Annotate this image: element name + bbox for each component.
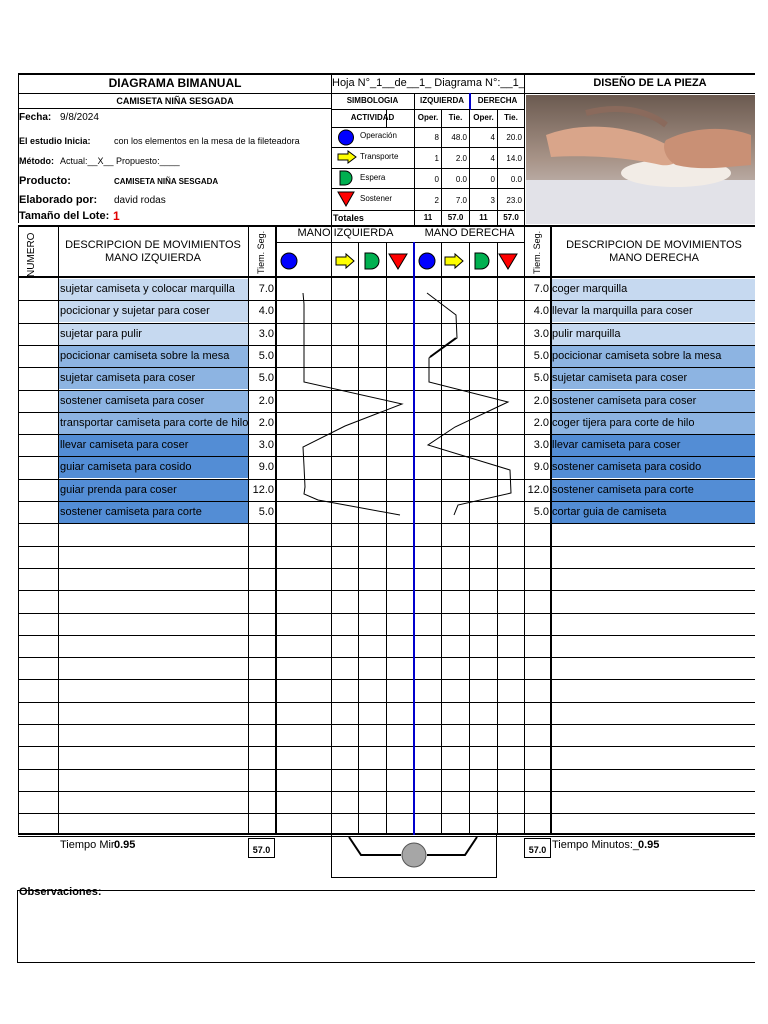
observaciones-label: Observaciones:: [19, 886, 102, 898]
sym-transport-label: Transporte: [360, 152, 399, 161]
lote-value: 1: [113, 209, 120, 223]
right-movement-desc: coger tijera para corte de hilo: [552, 413, 755, 434]
sym-iz-oper-value: 2: [434, 196, 439, 205]
left-movement-desc: sostener camiseta para corte: [59, 502, 248, 523]
elaborado-value: david rodas: [114, 195, 166, 206]
total-iz-tie: 57.0: [447, 213, 464, 222]
left-movement-time: 3.0: [258, 439, 274, 451]
tiem-right-header: Tiem. Seg.: [532, 230, 542, 274]
right-movement-desc: llevar camiseta para coser: [552, 435, 755, 456]
workstation-diagram: [331, 835, 497, 878]
right-movement-time: 5.0: [533, 506, 549, 518]
desc-right-header: DESCRIPCION DE MOVIMIENTOS MANO DERECHA: [566, 239, 742, 264]
left-movement-desc: pocicionar camiseta sobre la mesa: [59, 346, 248, 367]
right-movement-time: 12.0: [527, 484, 549, 496]
total-de-oper: 11: [479, 213, 488, 222]
izquierda-header: IZQUIERDA: [420, 96, 464, 105]
de-tie-header: Tie.: [504, 113, 518, 122]
left-movement-desc: guiar camiseta para cosido: [59, 457, 248, 478]
sym-wait-label: Espera: [360, 173, 386, 182]
sym-iz-tie-value: 0.0: [455, 175, 467, 184]
sym-de-oper-value: 3: [490, 196, 495, 205]
activity-header: ACTIVIDAD: [350, 113, 395, 122]
sheet-info: Hoja N°_1__de__1_ Diagrama N°:__1_: [332, 77, 525, 89]
sym-de-oper-value: 4: [490, 154, 495, 163]
sym-iz-tie-value: 2.0: [455, 154, 467, 163]
lote-label: Tamaño del Lote:: [19, 210, 110, 222]
obs-bottom-line: [18, 962, 755, 963]
footer-right-label: Tiempo Minutos:_: [552, 839, 640, 851]
fecha-value: 9/8/2024: [60, 112, 99, 123]
right-movement-desc: sujetar camiseta para coser: [552, 368, 755, 389]
footer-right-value: 0.95: [638, 839, 660, 851]
right-movement-time: 3.0: [533, 328, 549, 340]
right-movement-desc: pulir marquilla: [552, 324, 755, 345]
right-movement-desc: pocicionar camiseta sobre la mesa: [552, 346, 755, 367]
left-movement-time: 2.0: [258, 417, 274, 429]
metodo-value: Actual:__X__ Propuesto:____: [60, 156, 180, 166]
left-movement-time: 5.0: [258, 350, 274, 362]
total-iz-oper: 11: [423, 213, 433, 222]
right-movement-desc: sostener camiseta para corte: [552, 480, 755, 501]
right-movement-time: 2.0: [533, 417, 549, 429]
left-movement-time: 3.0: [258, 328, 274, 340]
right-movement-time: 5.0: [533, 350, 549, 362]
symbology-header: SIMBOLOGIA: [346, 96, 399, 105]
left-movement-time: 4.0: [258, 305, 274, 317]
de-oper-header: Oper.: [473, 113, 494, 122]
left-movement-desc: transportar camiseta para corte de hilo: [59, 413, 248, 434]
sym-de-oper-value: 4: [490, 133, 495, 142]
left-movement-desc: sujetar camiseta para coser: [59, 368, 248, 389]
sym-iz-oper-value: 1: [434, 154, 439, 163]
mano-izq-header: MANO IZQUIERDA: [297, 227, 394, 239]
left-movement-time: 7.0: [258, 283, 274, 295]
total-de-tie: 57.0: [503, 213, 519, 222]
right-movement-time: 3.0: [533, 439, 549, 451]
sym-iz-tie-value: 7.0: [455, 196, 467, 205]
left-movement-desc: sujetar camiseta y colocar marquilla: [59, 279, 248, 300]
left-movement-time: 5.0: [258, 506, 274, 518]
sym-de-tie-value: 23.0: [506, 196, 522, 205]
iz-oper-header: Oper.: [417, 113, 439, 122]
iz-tie-header: Tie.: [448, 113, 463, 122]
left-movement-time: 12.0: [252, 484, 274, 496]
right-movement-desc: sostener camiseta para cosido: [552, 457, 755, 478]
sym-iz-tie-value: 48.0: [451, 133, 467, 142]
sym-de-tie-value: 20.0: [506, 133, 522, 142]
left-movement-desc: sujetar para pulir: [59, 324, 248, 345]
obs-left-line: [17, 890, 18, 963]
right-movement-time: 5.0: [533, 372, 549, 384]
right-movement-time: 9.0: [533, 461, 549, 473]
left-movement-desc: llevar camiseta para coser: [59, 435, 248, 456]
left-movement-desc: guiar prenda para coser: [59, 480, 248, 501]
right-movement-time: 2.0: [533, 395, 549, 407]
right-movement-time: 4.0: [533, 305, 549, 317]
sym-de-oper-value: 0: [490, 175, 495, 184]
footer-left-total: 57.0: [252, 845, 271, 855]
metodo-label: Método:: [19, 156, 54, 166]
page-subtitle: CAMISETA NIÑA SESGADA: [116, 96, 234, 106]
left-movement-time: 2.0: [258, 395, 274, 407]
right-movement-desc: llevar la marquilla para coser: [552, 301, 755, 322]
elaborado-label: Elaborado por:: [19, 194, 98, 206]
desc-left-header: DESCRIPCION DE MOVIMIENTOS MANO IZQUIERDA: [65, 239, 241, 264]
tiem-left-header: Tiem. Seg.: [256, 230, 266, 274]
sym-hold-label: Sostener: [360, 194, 393, 203]
footer-left-value: 0.95: [114, 839, 136, 851]
estudio-label: El estudio Inicia:: [19, 136, 91, 146]
design-title: DISEÑO DE LA PIEZA: [593, 77, 707, 89]
right-movement-desc: coger marquilla: [552, 279, 755, 300]
estudio-value: con los elementos en la mesa de la fileteadora: [114, 136, 300, 146]
mano-der-header: MANO DERECHA: [424, 227, 515, 239]
page-title: DIAGRAMA BIMANUAL: [108, 76, 242, 90]
left-movement-time: 9.0: [258, 461, 274, 473]
sym-iz-oper-value: 0: [434, 175, 439, 184]
derecha-header: DERECHA: [477, 96, 518, 105]
left-movement-desc: pocicionar y sujetar para coser: [59, 301, 248, 322]
right-movement-desc: sostener camiseta para coser: [552, 391, 755, 412]
totals-label: Totales: [333, 213, 364, 223]
sym-de-tie-value: 0.0: [510, 175, 522, 184]
right-movement-time: 7.0: [533, 283, 549, 295]
right-movement-desc: cortar guia de camiseta: [552, 502, 755, 523]
sym-operation-label: Operación: [360, 131, 397, 140]
producto-value: CAMISETA NIÑA SESGADA: [114, 177, 219, 186]
footer-left-label: Tiempo Mir: [60, 839, 115, 851]
left-movement-time: 5.0: [258, 372, 274, 384]
numero-header: NUMERO: [26, 232, 37, 277]
footer-right-total: 57.0: [528, 845, 547, 855]
producto-label: Producto:: [19, 175, 71, 187]
obs-top-line: [18, 890, 755, 891]
fecha-label: Fecha:: [19, 112, 52, 123]
left-movement-desc: sostener camiseta para coser: [59, 391, 248, 412]
sym-de-tie-value: 14.0: [506, 154, 522, 163]
sym-iz-oper-value: 8: [434, 133, 439, 142]
